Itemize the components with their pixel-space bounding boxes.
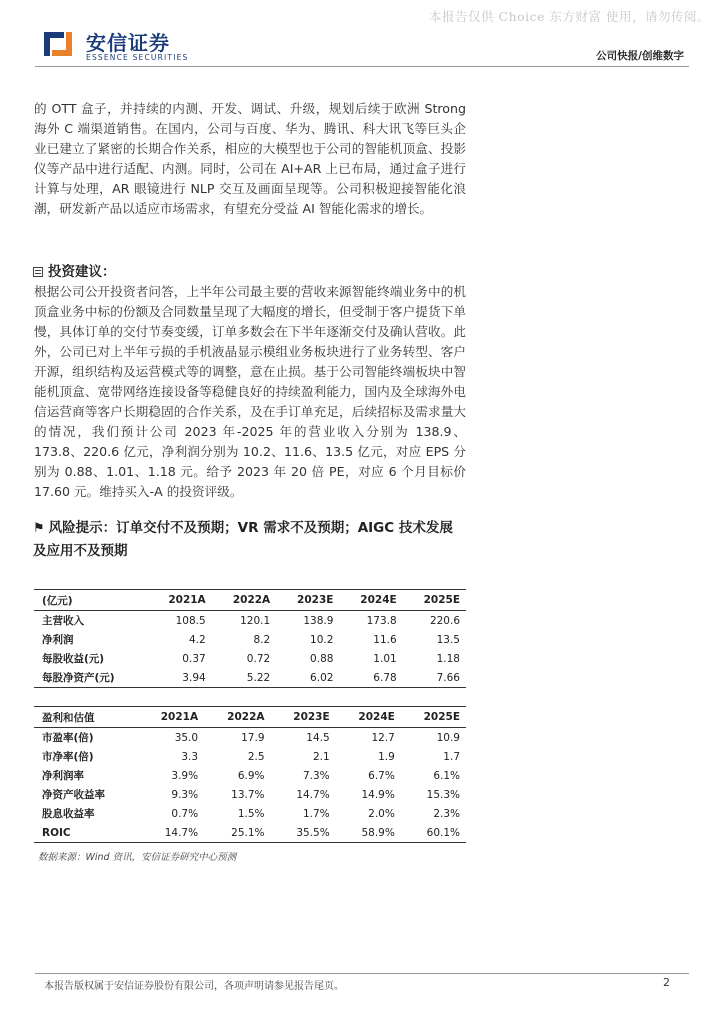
table-header-cell: 2021A [168, 594, 206, 606]
table-cell: 7.3% [302, 769, 330, 782]
risk-heading-text: 风险提示：订单交付不及预期；VR 需求不及预期；AIGC 技术发展及应用不及预期 [33, 520, 453, 559]
table-cell: 1.7 [443, 750, 460, 763]
table-header-cell: 2023E [297, 594, 334, 606]
row-label: 每股收益(元) [42, 653, 105, 665]
invest-paragraph: 根据公司公开投资者问答，上半年公司最主要的营收来源智能终端业务中的机顶盒业务中标的份额及合同数量呈现了大幅度的增长，但受制于客户提货下单慢，具体订单的交付节奏变缓，订单多数会在下半年逐渐交付及确认营收。此外，公司已对上半年亏损的手机液晶显示模组业务板块进行了业务转型、客户开源，组织结构及运营模式等的调整，意在止损。基于公司智能终端板块中智能机顶盒、宽带网络连接设备等稳健良好的持续盈利能力，国内及全球海外电信运营商等客户长期稳固的合作关系，及在手订单充足，后续招标及需求量大的情况，我们预计公司 2023 年-2025 年的营业收入分别为 138.9、173.8、220.6 亿元，净利润分别为 10.2、11.6、13.5 亿元，对应 EPS 分别为 0.88、1.01、1.18 元。给予 2023 年 20 倍 PE，对应 6 个月目标价 17.60 元。维持买入-A 的投资评级。 [34, 284, 466, 499]
table-row [34, 668, 466, 688]
table-cell: 3.3 [181, 750, 199, 763]
table-cell: 0.37 [182, 652, 206, 665]
page-number: 2 [663, 976, 670, 989]
table-row [34, 611, 466, 631]
data-source-note: 数据来源：Wind 资讯，安信证券研究中心预测 [38, 852, 237, 863]
table-cell: 120.1 [240, 614, 271, 627]
row-label: 主营收入 [42, 615, 84, 627]
table-cell: 6.9% [237, 769, 265, 782]
table-row [34, 728, 466, 748]
table-cell: 14.7% [164, 826, 199, 839]
table-cell: 6.02 [310, 671, 334, 684]
essence-logo-icon [40, 26, 76, 62]
table-cell: 35.5% [296, 826, 330, 839]
row-label: 净利润 [42, 634, 74, 646]
table-cell: 1.5% [237, 807, 265, 820]
table-cell: 7.66 [436, 671, 460, 684]
table-cell: 60.1% [426, 826, 460, 839]
table-cell: 14.5 [306, 731, 330, 744]
table-cell: 14.7% [296, 788, 330, 801]
table-cell: 4.2 [188, 633, 206, 646]
row-label: 股息收益率 [42, 808, 95, 820]
table-cell: 6.7% [368, 769, 395, 782]
table-header-cell: 2025E [423, 711, 460, 723]
table-cell: 2.0% [368, 807, 395, 820]
table-cell: 9.3% [171, 788, 199, 801]
table-cell: 6.78 [373, 671, 397, 684]
table-header-cell: 2022A [227, 711, 265, 723]
table-header-cell: (亿元) [42, 594, 73, 607]
row-label: 每股净资产(元) [42, 672, 115, 684]
footer-disclaimer: 本报告版权属于安信证券股份有限公司，各项声明请参见报告尾页。 [44, 981, 344, 992]
financial-table [34, 589, 466, 688]
table-cell: 2.3% [433, 807, 460, 820]
row-label: 净利润率 [42, 770, 84, 782]
table-header-cell: 盈利和估值 [42, 711, 95, 724]
table-header-cell: 2023E [293, 711, 330, 723]
table-header-cell: 2024E [358, 711, 395, 723]
table-cell: 3.94 [182, 671, 206, 684]
table-cell: 15.3% [426, 788, 460, 801]
table-cell: 2.1 [312, 750, 330, 763]
table-header-cell: 2024E [360, 594, 397, 606]
table-cell: 173.8 [366, 614, 397, 627]
table-cell: 14.9% [361, 788, 395, 801]
header-divider [35, 66, 689, 67]
row-label: 市盈率(倍) [42, 732, 94, 744]
table-cell: 6.1% [433, 769, 460, 782]
table-cell: 1.7% [302, 807, 330, 820]
row-label: ROIC [42, 826, 71, 839]
logo-name-en: ESSENCE SECURITIES [86, 53, 189, 62]
logo-name-cn: 安信证券 [86, 31, 170, 55]
table-cell: 1.01 [373, 652, 397, 665]
table-cell: 13.7% [231, 788, 265, 801]
company-logo [40, 26, 190, 66]
table-cell: 11.6 [373, 633, 397, 646]
body-paragraph-1: 的 OTT 盒子，并持续的内测、开发、调试、升级，规划后续于欧洲 Strong 海外 C 端渠道销售。在国内，公司与百度、华为、腾讯、科大讯飞等巨头企业已建立了紧密的长期合作关系，相应的大模型也于公司的智能机顶盒、投影仪等产品中进行适配、内测。同时，公司在 AI+AR 上已布局，通过盒子进行计算与处理，AR 眼镜进行 NLP 交互及画面呈现等。公司积极迎接智能化浪潮，研发新产品以适应市场需求，有望充分受益 AI 智能化需求的增长。 [34, 101, 466, 216]
valuation-table [34, 706, 466, 843]
table-cell: 0.72 [246, 652, 271, 665]
table-cell: 108.5 [175, 614, 206, 627]
table-cell: 17.9 [241, 731, 265, 744]
document-icon [33, 267, 43, 277]
table-row [34, 766, 466, 785]
table-cell: 25.1% [231, 826, 265, 839]
table-header-row [34, 707, 466, 728]
footer-divider [35, 973, 689, 974]
table-row [34, 630, 466, 649]
table-cell: 1.9 [378, 750, 395, 763]
table-row [34, 785, 466, 804]
table-cell: 5.22 [246, 671, 271, 684]
table-cell: 1.18 [436, 652, 460, 665]
table-header-cell: 2022A [232, 594, 271, 606]
invest-heading-text: 投资建议： [48, 264, 116, 280]
table-row [34, 823, 466, 843]
table-cell: 58.9% [361, 826, 395, 839]
watermark: 本报告仅供 Choice 东方财富 使用，请勿传阅。 [429, 9, 710, 24]
table-cell: 3.9% [171, 769, 199, 782]
invest-heading [33, 260, 116, 280]
table-row [34, 649, 466, 668]
table-cell: 220.6 [429, 614, 460, 627]
table-cell: 138.9 [303, 614, 334, 627]
table-cell: 0.7% [171, 807, 199, 820]
table-cell: 8.2 [253, 633, 271, 646]
row-label: 净资产收益率 [42, 789, 105, 801]
table-row [34, 804, 466, 823]
table-header-cell: 2021A [160, 711, 199, 723]
report-section-label: 公司快报/创维数字 [596, 50, 684, 62]
risk-heading [33, 517, 453, 562]
warning-flag-icon: ⚑ [33, 521, 45, 536]
table-cell: 2.5 [247, 750, 265, 763]
table-cell: 13.5 [436, 633, 460, 646]
table-cell: 0.88 [310, 652, 334, 665]
table-row [34, 747, 466, 766]
table-cell: 10.9 [436, 731, 460, 744]
table-header-cell: 2025E [423, 594, 460, 606]
row-label: 市净率(倍) [42, 751, 94, 763]
table-cell: 10.2 [310, 633, 334, 646]
table-header-row [34, 590, 466, 611]
table-cell: 35.0 [174, 731, 199, 744]
table-cell: 12.7 [371, 731, 395, 744]
